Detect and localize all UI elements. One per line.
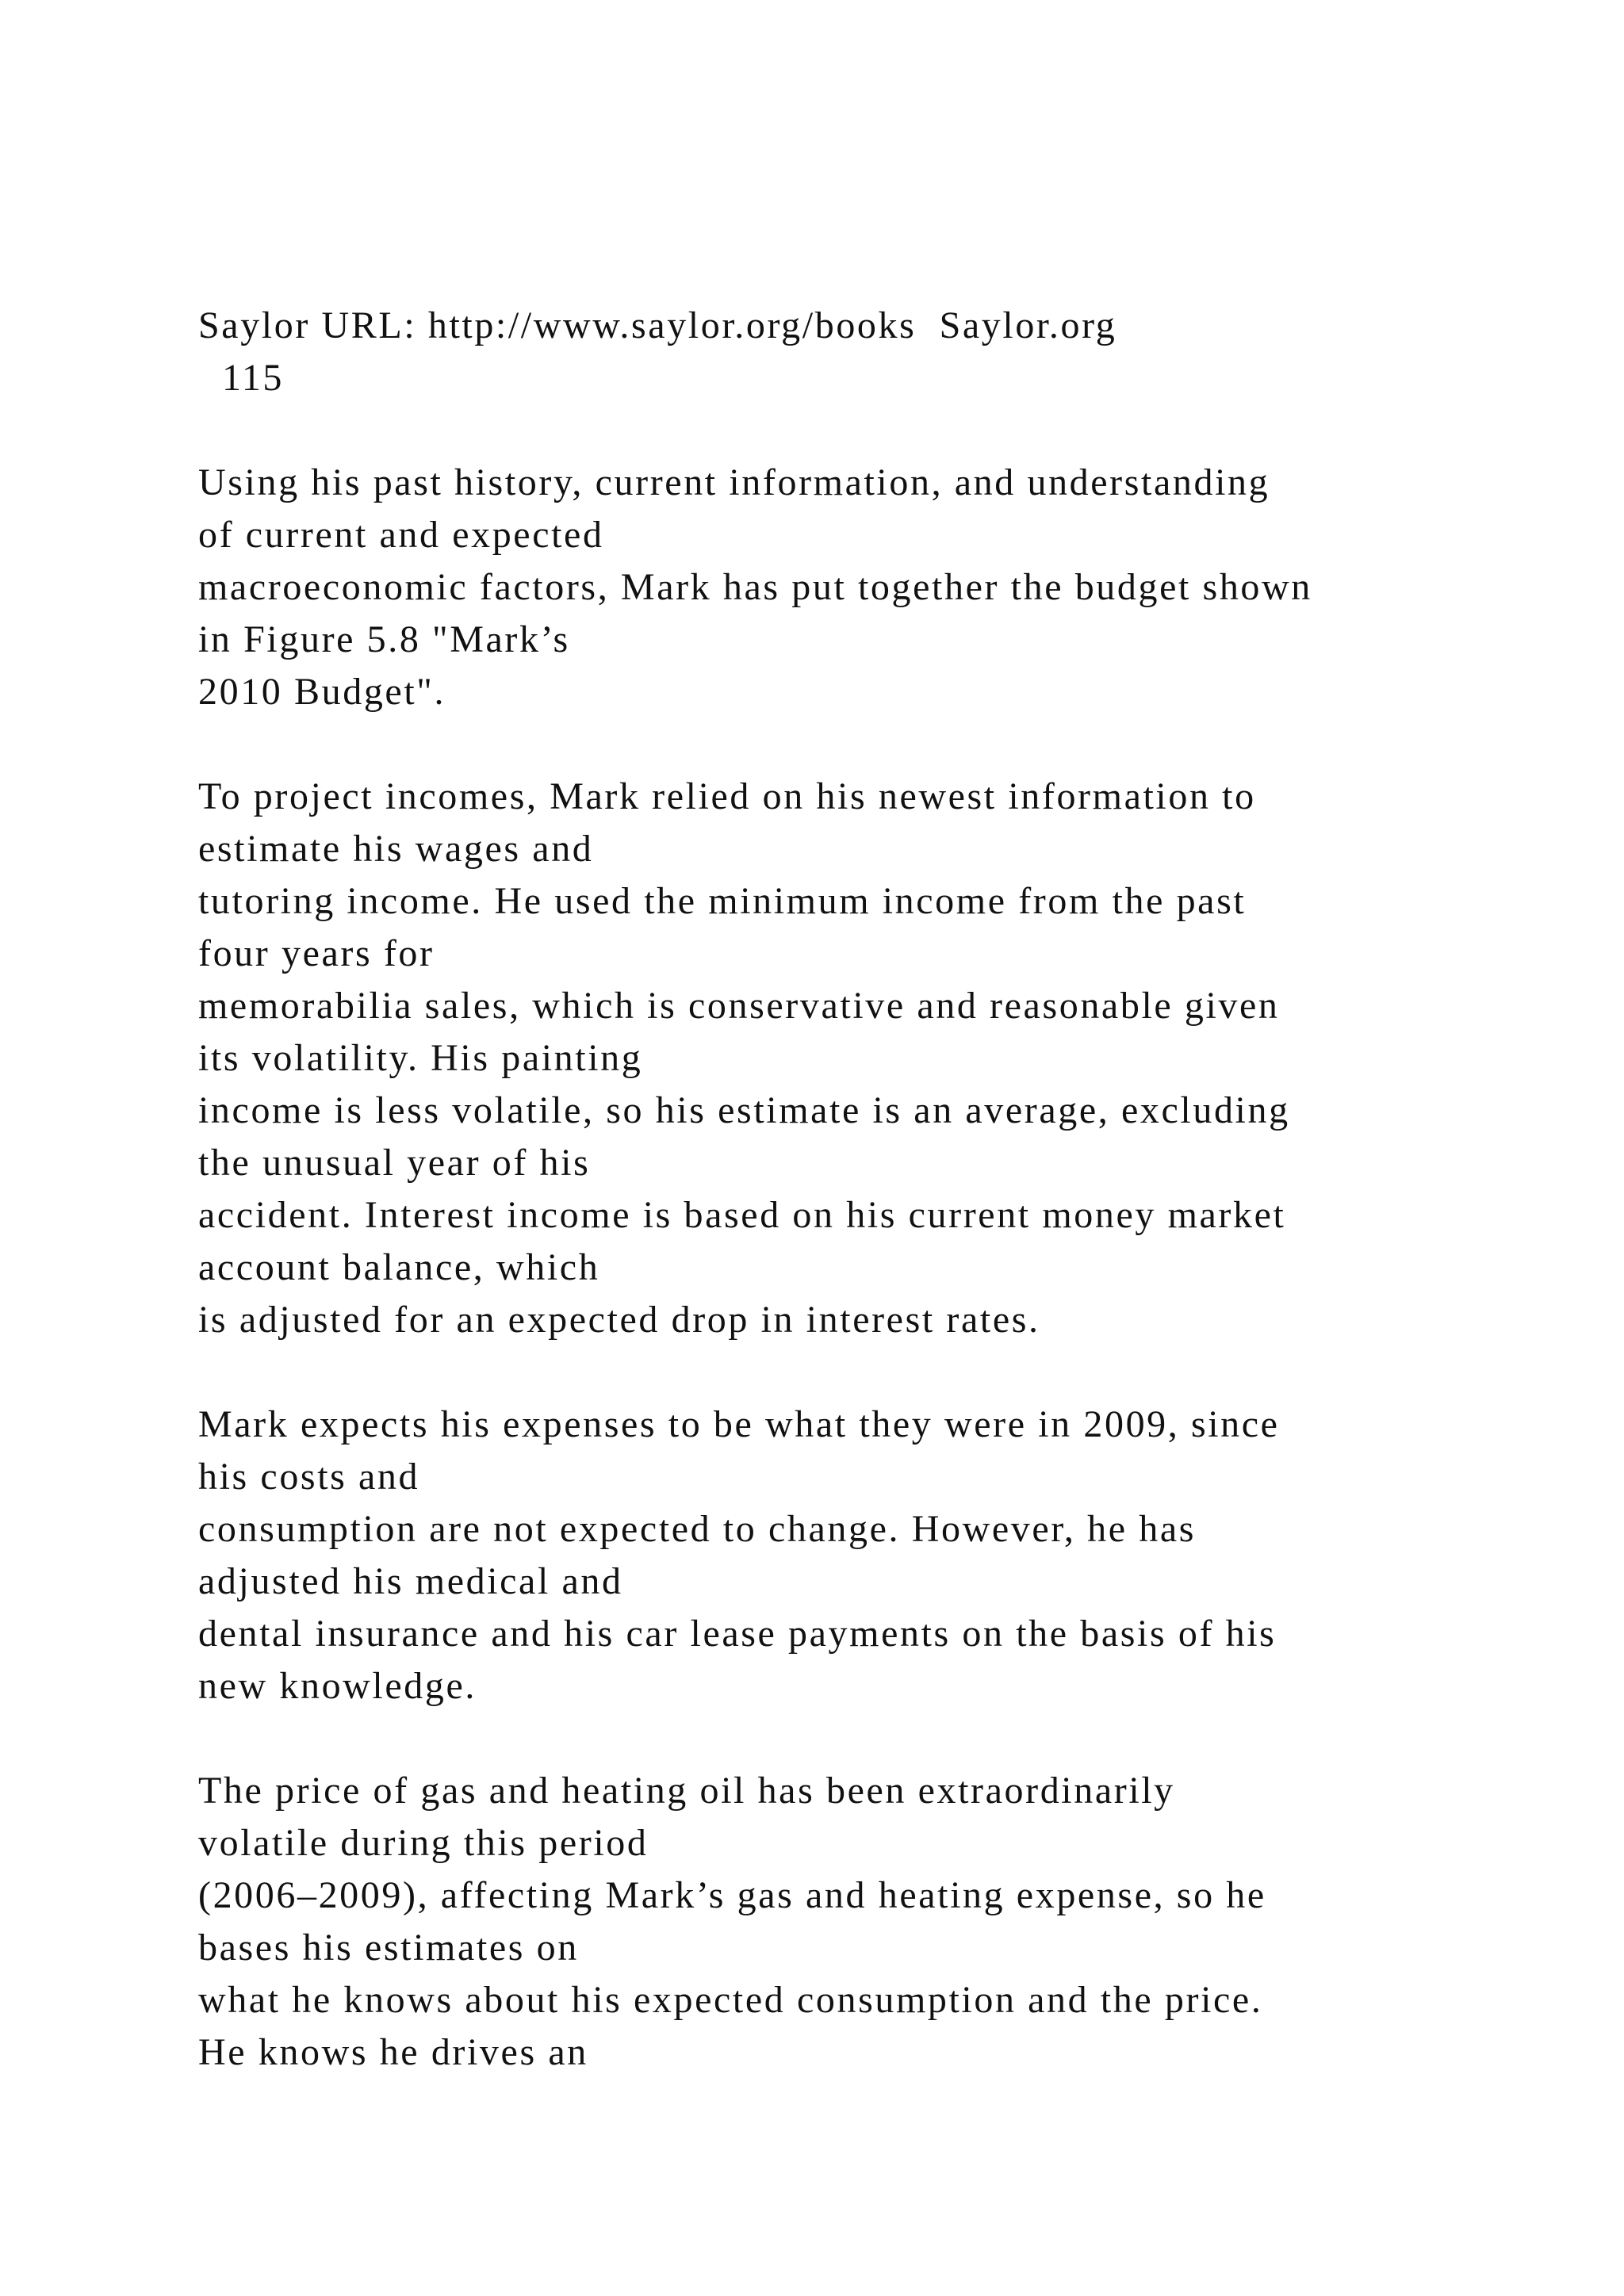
text-line: its volatility. His painting xyxy=(198,1037,643,1079)
text-line: The price of gas and heating oil has been extraordinarily xyxy=(198,1770,1175,1812)
text-line: 2010 Budget". xyxy=(198,671,446,713)
text-line: (2006–2009), affecting Mark’s gas and heating expense, so he xyxy=(198,1874,1266,1916)
text-line: the unusual year of his xyxy=(198,1142,591,1184)
paragraph-gap xyxy=(198,1712,1546,1765)
text-line: in Figure 5.8 "Mark’s xyxy=(198,618,570,660)
text-line: He knows he drives an xyxy=(198,2031,588,2073)
text-line: of current and expected xyxy=(198,514,604,556)
paragraph-2 xyxy=(198,771,1546,1346)
text-line: Using his past history, current information, and understanding xyxy=(198,461,1270,503)
paragraph-1 xyxy=(198,457,1546,718)
text-line: To project incomes, Mark relied on his newest information to xyxy=(198,775,1256,817)
text-line: bases his estimates on xyxy=(198,1927,579,1969)
text-line: volatile during this period xyxy=(198,1822,649,1864)
paragraph-gap xyxy=(198,718,1546,771)
paragraph-3 xyxy=(198,1399,1546,1712)
page-number: 115 xyxy=(222,357,285,399)
text-line: dental insurance and his car lease payments on the basis of his xyxy=(198,1613,1277,1655)
text-line: adjusted his medical and xyxy=(198,1560,623,1602)
paragraph-gap xyxy=(198,1346,1546,1399)
text-line: income is less volatile, so his estimate is an average, excluding xyxy=(198,1089,1290,1131)
source-line: Saylor URL: http://www.saylor.org/books Saylor.org xyxy=(198,304,1117,346)
text-line: his costs and xyxy=(198,1456,420,1498)
text-line: account balance, which xyxy=(198,1246,600,1288)
text-line: estimate his wages and xyxy=(198,828,594,870)
text-line: macroeconomic factors, Mark has put together the budget shown xyxy=(198,566,1312,608)
text-line: new knowledge. xyxy=(198,1665,477,1707)
text-line: Mark expects his expenses to be what they were in 2009, since xyxy=(198,1403,1280,1445)
text-line: tutoring income. He used the minimum income from the past xyxy=(198,880,1247,922)
text-line: memorabilia sales, which is conservative and reasonable given xyxy=(198,985,1280,1027)
text-line: is adjusted for an expected drop in interest rates. xyxy=(198,1299,1040,1341)
text-line: four years for xyxy=(198,932,435,974)
text-line: consumption are not expected to change. However, he has xyxy=(198,1508,1197,1550)
text-line: accident. Interest income is based on his current money market xyxy=(198,1194,1286,1236)
paragraph-gap xyxy=(198,404,1546,457)
text-line: what he knows about his expected consumption and the price. xyxy=(198,1979,1263,2021)
paragraph-4 xyxy=(198,1765,1546,2079)
document-page xyxy=(198,300,1546,2079)
